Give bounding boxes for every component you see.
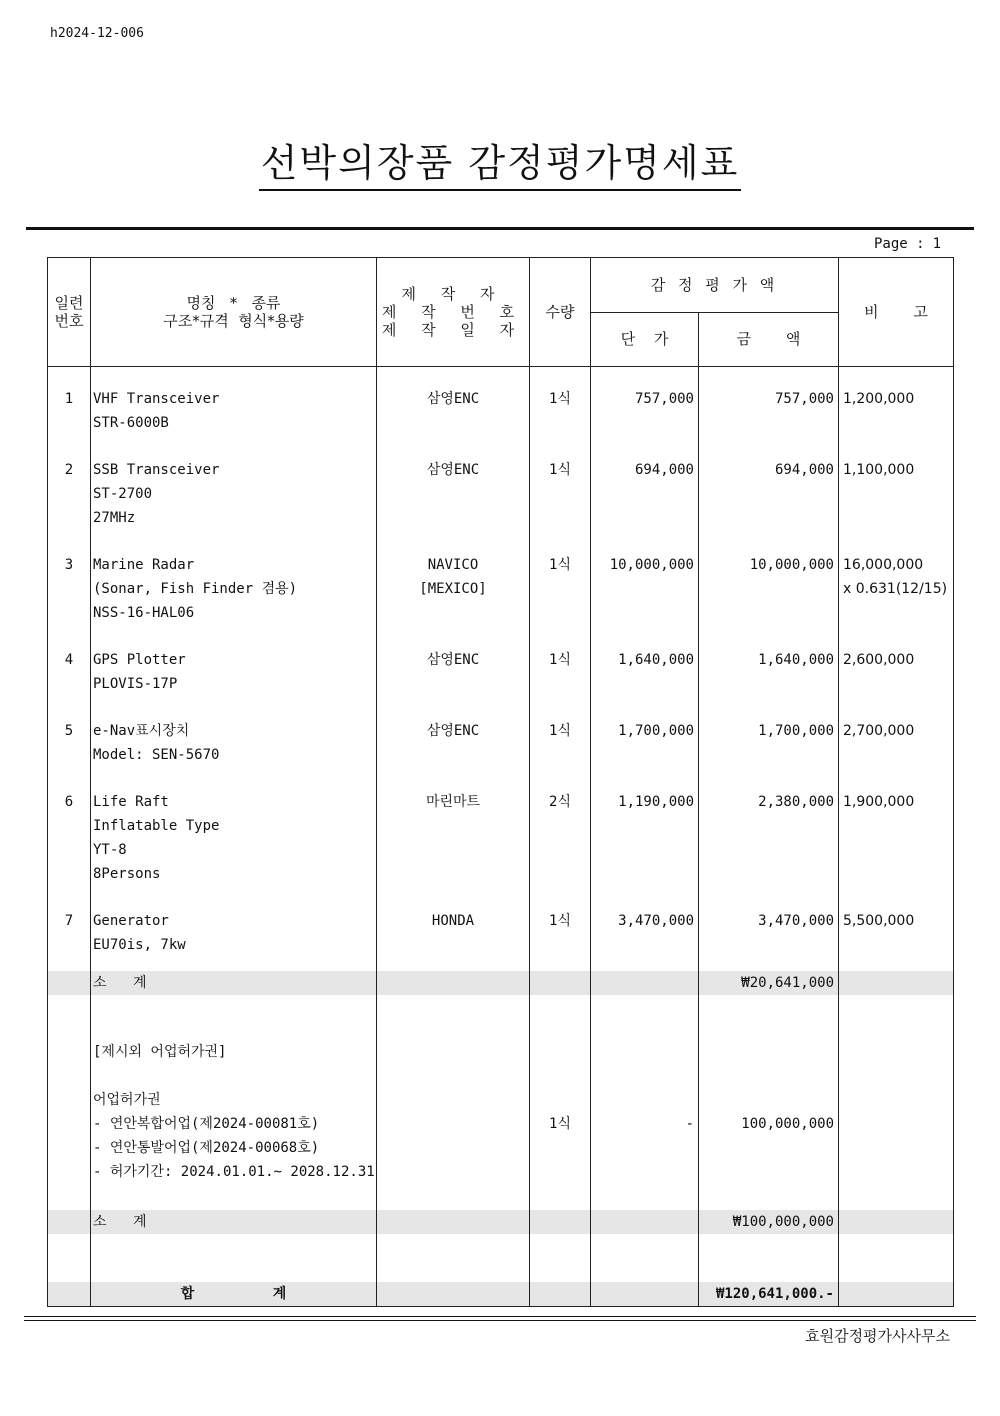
- item-maker: [377, 648, 530, 696]
- item-amount-text: 694,000: [774, 461, 834, 478]
- line-gap: [93, 1064, 376, 1088]
- table-row: [48, 719, 954, 767]
- empty-cell: [591, 1234, 699, 1282]
- item-name-text: Life Raft: [93, 793, 169, 810]
- item-quantity-text: 1식: [549, 390, 571, 407]
- table-row: [48, 909, 954, 957]
- empty-cell: [699, 696, 839, 719]
- empty-cell: [91, 995, 377, 1040]
- item-maker-text: 삼영ENC: [426, 461, 480, 478]
- header-unit-price: 단 가: [591, 312, 699, 367]
- spacer-row: [48, 1234, 954, 1282]
- item-note-text: x 0.631(12/15): [843, 580, 948, 597]
- empty-cell: [839, 1210, 954, 1234]
- subtotal-amount: [699, 1210, 839, 1234]
- total-amount: [699, 1282, 839, 1307]
- item-name: [91, 790, 377, 886]
- spacer-row: [48, 957, 954, 971]
- table-body: [48, 367, 954, 1307]
- table-row: [48, 648, 954, 696]
- empty-cell: [377, 435, 530, 458]
- item-no-text: 2: [64, 461, 74, 478]
- item-name-text: PLOVIS-17P: [93, 675, 178, 692]
- item-unit-price-text: 757,000: [634, 390, 694, 407]
- item-name: [91, 909, 377, 957]
- item-amount-text: 2,380,000: [758, 793, 834, 810]
- item-note-text: 2,600,000: [843, 651, 915, 668]
- header-amount: 금 액: [699, 312, 839, 367]
- spacer-row: [48, 530, 954, 553]
- item-amount-text: 757,000: [774, 390, 834, 407]
- item-unit-price-text: 694,000: [634, 461, 694, 478]
- empty-cell: [48, 1234, 91, 1282]
- item-quantity-text: 2식: [549, 793, 571, 810]
- item-quantity: [530, 387, 591, 435]
- license-description: [91, 1040, 377, 1184]
- office-name: 효원감정평가사사무소: [805, 1327, 950, 1345]
- spacer-row: [48, 995, 954, 1040]
- subtotal-label: [91, 1210, 377, 1234]
- item-note-text: 1,200,000: [843, 390, 915, 407]
- item-no-text: 6: [64, 793, 74, 810]
- table-header: [48, 258, 954, 367]
- empty-cell: [839, 995, 954, 1040]
- empty-cell: [48, 886, 91, 909]
- item-maker: [377, 387, 530, 435]
- empty-cell: [48, 1040, 91, 1184]
- item-name-text: ST-2700: [93, 485, 153, 502]
- empty-cell: [591, 625, 699, 648]
- item-name: [91, 648, 377, 696]
- item-quantity-text: 1식: [549, 461, 571, 478]
- item-amount: [699, 387, 839, 435]
- empty-cell: [699, 625, 839, 648]
- empty-cell: [839, 1282, 954, 1307]
- item-unit-price-text: 1,640,000: [618, 651, 694, 668]
- spacer-row: [48, 696, 954, 719]
- empty-cell: [530, 696, 591, 719]
- header-note: 비 고: [839, 258, 954, 367]
- item-maker-text: HONDA: [431, 912, 475, 929]
- spacer-row: [48, 625, 954, 648]
- empty-cell: [839, 886, 954, 909]
- license-item: - 연안통발어업(제2024-00068호): [93, 1139, 320, 1156]
- empty-cell: [839, 971, 954, 995]
- item-name-text: NSS-16-HAL06: [93, 604, 195, 621]
- item-name: [91, 719, 377, 767]
- empty-cell: [591, 957, 699, 971]
- item-unit-price: [591, 719, 699, 767]
- empty-cell: [91, 957, 377, 971]
- empty-cell: [377, 696, 530, 719]
- subtotal-label-text: 소 계: [93, 974, 147, 991]
- empty-cell: [839, 435, 954, 458]
- item-quantity: [530, 648, 591, 696]
- item-maker-text: 삼영ENC: [426, 651, 480, 668]
- empty-cell: [699, 435, 839, 458]
- empty-cell: [48, 435, 91, 458]
- empty-cell: [699, 957, 839, 971]
- empty-cell: [91, 625, 377, 648]
- header-name-type: 명칭 * 종류 구조*규격 형식*용량: [91, 258, 377, 367]
- item-unit-price-text: 1,700,000: [618, 722, 694, 739]
- item-unit-price: [591, 387, 699, 435]
- empty-cell: [530, 1282, 591, 1307]
- item-quantity-text: 1식: [549, 556, 571, 573]
- item-maker: [377, 553, 530, 625]
- total-amount-text: ₩120,641,000.-: [715, 1285, 834, 1302]
- empty-cell: [839, 530, 954, 553]
- total-label-text: 합 계: [180, 1285, 287, 1302]
- item-no-text: 1: [64, 390, 74, 407]
- header-serial-no: 일련 번호: [48, 258, 91, 367]
- item-no: [48, 553, 91, 625]
- item-unit-price-text: 3,470,000: [618, 912, 694, 929]
- item-amount-text: 1,700,000: [758, 722, 834, 739]
- empty-cell: [530, 530, 591, 553]
- table-row: [48, 553, 954, 625]
- empty-cell: [377, 886, 530, 909]
- empty-cell: [377, 995, 530, 1040]
- subtotal-amount-text: ₩20,641,000: [741, 974, 834, 991]
- item-quantity-text: 1식: [549, 722, 571, 739]
- item-unit-price: [591, 909, 699, 957]
- license-unit-price: [591, 1040, 699, 1184]
- item-maker: [377, 719, 530, 767]
- empty-cell: [48, 530, 91, 553]
- bottom-rule-double: [24, 1320, 976, 1321]
- empty-cell: [699, 767, 839, 790]
- item-amount-text: 3,470,000: [758, 912, 834, 929]
- subtotal-row: [48, 971, 954, 995]
- item-maker-text: 삼영ENC: [426, 722, 480, 739]
- item-maker-text: [MEXICO]: [419, 580, 487, 597]
- empty-cell: [377, 1282, 530, 1307]
- item-amount-text: 1,640,000: [758, 651, 834, 668]
- empty-cell: [699, 1234, 839, 1282]
- header-maker: 제 작 자 제 작 번 호 제 작 일 자: [377, 258, 530, 367]
- empty-cell: [48, 995, 91, 1040]
- top-rule: [26, 227, 974, 230]
- item-amount-text: 10,000,000: [749, 556, 834, 573]
- table-row: [48, 458, 954, 530]
- license-title: 어업허가권: [93, 1091, 161, 1108]
- item-name-text: EU70is, 7kw: [93, 936, 186, 953]
- empty-cell: [591, 995, 699, 1040]
- item-name-text: YT-8: [93, 841, 127, 858]
- empty-cell: [377, 1210, 530, 1234]
- item-note: [839, 553, 954, 625]
- empty-cell: [91, 435, 377, 458]
- item-no: [48, 909, 91, 957]
- header-quantity: 수량: [530, 258, 591, 367]
- item-name-text: Model: SEN-5670: [93, 746, 220, 763]
- item-maker-text: 마린마트: [425, 793, 481, 810]
- spacer-row: [48, 886, 954, 909]
- empty-cell: [530, 995, 591, 1040]
- license-quantity-text: 1식: [549, 1115, 571, 1132]
- table-row: [48, 387, 954, 435]
- item-amount: [699, 648, 839, 696]
- item-name-text: e-Nav표시장치: [93, 722, 190, 739]
- empty-cell: [839, 696, 954, 719]
- empty-cell: [48, 957, 91, 971]
- subtotal-label: [91, 971, 377, 995]
- item-no: [48, 648, 91, 696]
- item-name: [91, 458, 377, 530]
- item-quantity-text: 1식: [549, 912, 571, 929]
- item-note: [839, 648, 954, 696]
- empty-cell: [91, 886, 377, 909]
- item-note: [839, 387, 954, 435]
- item-unit-price-text: 10,000,000: [609, 556, 694, 573]
- empty-cell: [839, 1184, 954, 1210]
- empty-cell: [839, 625, 954, 648]
- table-row: [48, 1040, 954, 1184]
- item-unit-price: [591, 648, 699, 696]
- table-row: [48, 790, 954, 886]
- page-number: [874, 236, 941, 252]
- item-quantity: [530, 790, 591, 886]
- empty-cell: [530, 435, 591, 458]
- item-name-text: VHF Transceiver: [93, 390, 220, 407]
- empty-cell: [91, 1184, 377, 1210]
- item-maker: [377, 458, 530, 530]
- license-quantity: [530, 1040, 591, 1184]
- empty-cell: [48, 1282, 91, 1307]
- subtotal-row: [48, 1210, 954, 1234]
- empty-cell: [839, 1234, 954, 1282]
- page-value: 1: [932, 236, 942, 252]
- item-maker: [377, 909, 530, 957]
- empty-cell: [839, 957, 954, 971]
- item-maker-text: 삼영ENC: [426, 390, 480, 407]
- empty-cell: [48, 1184, 91, 1210]
- item-no-text: 4: [64, 651, 74, 668]
- empty-cell: [91, 696, 377, 719]
- item-name: [91, 387, 377, 435]
- item-name-text: (Sonar, Fish Finder 겸용): [93, 580, 298, 597]
- item-note: [839, 909, 954, 957]
- item-quantity: [530, 719, 591, 767]
- empty-cell: [530, 1184, 591, 1210]
- empty-cell: [91, 1234, 377, 1282]
- empty-cell: [699, 995, 839, 1040]
- empty-cell: [839, 767, 954, 790]
- item-note-text: 1,900,000: [843, 793, 915, 810]
- subtotal-amount: [699, 971, 839, 995]
- item-quantity: [530, 553, 591, 625]
- item-no-text: 3: [64, 556, 74, 573]
- item-amount: [699, 458, 839, 530]
- item-name: [91, 553, 377, 625]
- empty-cell: [591, 1210, 699, 1234]
- empty-cell: [377, 971, 530, 995]
- empty-cell: [91, 767, 377, 790]
- item-name-text: SSB Transceiver: [93, 461, 220, 478]
- empty-cell: [530, 886, 591, 909]
- page-label: Page :: [874, 236, 925, 252]
- license-unit-price-text: -: [685, 1115, 694, 1132]
- empty-cell: [591, 886, 699, 909]
- empty-cell: [591, 767, 699, 790]
- empty-cell: [839, 1040, 954, 1184]
- item-amount: [699, 719, 839, 767]
- empty-cell: [377, 1234, 530, 1282]
- empty-cell: [377, 625, 530, 648]
- empty-cell: [530, 625, 591, 648]
- empty-cell: [530, 971, 591, 995]
- empty-cell: [591, 1184, 699, 1210]
- item-unit-price-text: 1,190,000: [618, 793, 694, 810]
- empty-cell: [591, 435, 699, 458]
- item-no: [48, 790, 91, 886]
- item-note-text: 5,500,000: [843, 912, 915, 929]
- license-section-title: [제시외 어업허가권]: [93, 1043, 227, 1060]
- item-no: [48, 387, 91, 435]
- item-note-text: 16,000,000: [843, 556, 924, 573]
- spacer-row: [48, 1184, 954, 1210]
- item-name-text: Inflatable Type: [93, 817, 220, 834]
- empty-cell: [530, 1210, 591, 1234]
- item-name-text: 27MHz: [93, 509, 136, 526]
- bottom-rule: [24, 1316, 976, 1317]
- item-quantity: [530, 909, 591, 957]
- item-no: [48, 719, 91, 767]
- empty-cell: [48, 696, 91, 719]
- license-amount-text: 100,000,000: [741, 1115, 834, 1132]
- spacer-row: [48, 435, 954, 458]
- item-no-text: 5: [64, 722, 74, 739]
- empty-cell: [699, 530, 839, 553]
- empty-cell: [377, 530, 530, 553]
- item-amount: [699, 909, 839, 957]
- item-no-text: 7: [64, 912, 74, 929]
- empty-cell: [699, 1184, 839, 1210]
- item-note: [839, 458, 954, 530]
- license-amount: [699, 1040, 839, 1184]
- total-label: [91, 1282, 377, 1307]
- empty-cell: [699, 886, 839, 909]
- item-note-text: 1,100,000: [843, 461, 915, 478]
- item-no: [48, 458, 91, 530]
- empty-cell: [530, 1234, 591, 1282]
- item-note-text: 2,700,000: [843, 722, 915, 739]
- document-id: h2024-12-006: [50, 26, 144, 41]
- item-name-text: Generator: [93, 912, 169, 929]
- empty-cell: [530, 767, 591, 790]
- item-quantity-text: 1식: [549, 651, 571, 668]
- subtotal-label-text: 소 계: [93, 1213, 147, 1230]
- item-name-text: STR-6000B: [93, 414, 169, 431]
- empty-cell: [377, 767, 530, 790]
- empty-cell: [591, 1282, 699, 1307]
- empty-cell: [591, 971, 699, 995]
- item-name-text: GPS Plotter: [93, 651, 186, 668]
- total-row: [48, 1282, 954, 1307]
- item-amount: [699, 790, 839, 886]
- item-amount: [699, 553, 839, 625]
- document-title-text: 선박의장품 감정평가명세표: [259, 141, 742, 191]
- empty-cell: [377, 957, 530, 971]
- item-note: [839, 719, 954, 767]
- license-item: - 허가기간: 2024.01.01.~ 2028.12.31: [93, 1163, 375, 1180]
- empty-cell: [530, 957, 591, 971]
- document-title: [0, 132, 1000, 187]
- item-unit-price: [591, 458, 699, 530]
- appraisal-table: [47, 257, 954, 1307]
- empty-cell: [91, 530, 377, 553]
- item-note: [839, 790, 954, 886]
- item-unit-price: [591, 790, 699, 886]
- empty-cell: [48, 971, 91, 995]
- item-name-text: 8Persons: [93, 865, 161, 882]
- spacer-row: [48, 367, 954, 387]
- item-unit-price: [591, 553, 699, 625]
- spacer-row: [48, 767, 954, 790]
- empty-cell: [377, 1040, 530, 1184]
- empty-cell: [377, 1184, 530, 1210]
- empty-cell: [591, 530, 699, 553]
- empty-cell: [48, 767, 91, 790]
- license-item: - 연안복합어업(제2024-00081호): [93, 1115, 320, 1132]
- subtotal-amount-text: ₩100,000,000: [732, 1213, 834, 1230]
- item-maker: [377, 790, 530, 886]
- empty-cell: [48, 625, 91, 648]
- header-appraisal: 감 정 평 가 액: [591, 258, 839, 313]
- empty-cell: [591, 696, 699, 719]
- empty-cell: [48, 1210, 91, 1234]
- item-name-text: Marine Radar: [93, 556, 195, 573]
- item-maker-text: NAVICO: [427, 556, 479, 573]
- item-quantity: [530, 458, 591, 530]
